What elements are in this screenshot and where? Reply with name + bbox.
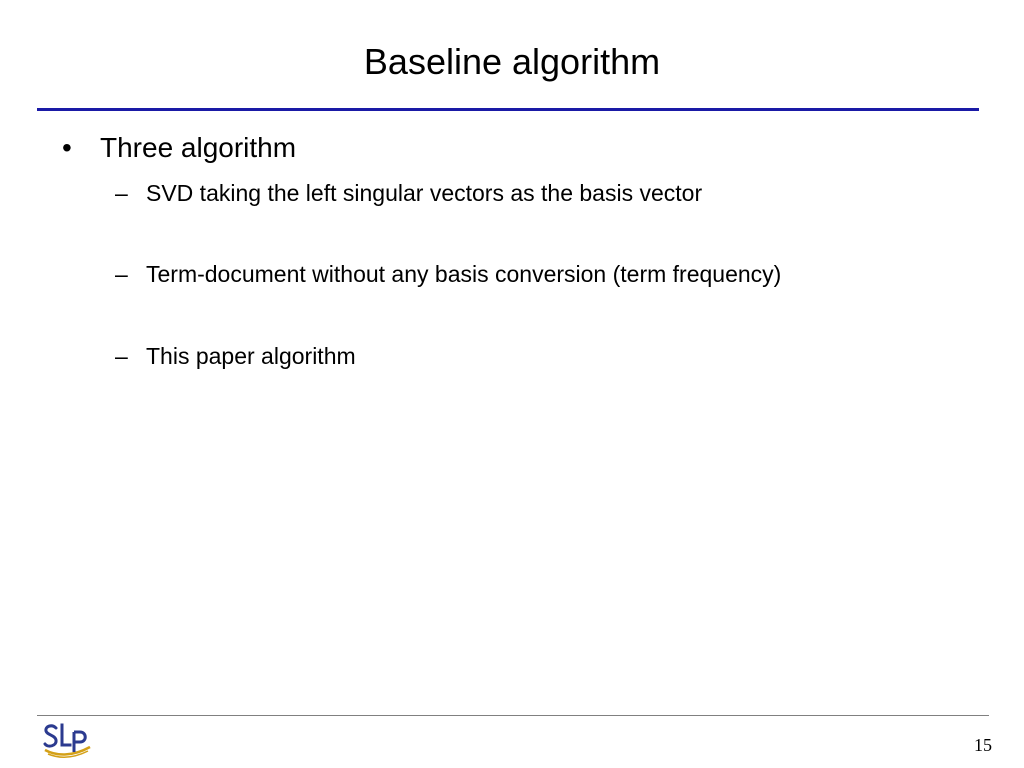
sub-bullet-marker: – xyxy=(115,261,128,287)
sub-bullet-item xyxy=(115,341,356,371)
sub-bullet-marker: – xyxy=(115,343,128,369)
footer-divider xyxy=(37,715,989,716)
bullet-item xyxy=(62,128,296,168)
sub-bullet-marker: – xyxy=(115,180,128,206)
bullet-text: Three algorithm xyxy=(100,132,297,163)
sub-bullet-item xyxy=(115,259,781,289)
sub-bullet-text: Term-document without any basis conversion (term frequency) xyxy=(146,261,782,287)
sub-bullet-text: This paper algorithm xyxy=(146,343,356,369)
page-number: 15 xyxy=(974,735,992,755)
bullet-marker: • xyxy=(62,132,72,163)
sub-bullet-item xyxy=(115,178,702,208)
slp-logo-icon xyxy=(42,720,94,760)
sub-bullet-text: SVD taking the left singular vectors as the basis vector xyxy=(146,180,703,206)
slide-title: Baseline algorithm xyxy=(363,41,661,82)
